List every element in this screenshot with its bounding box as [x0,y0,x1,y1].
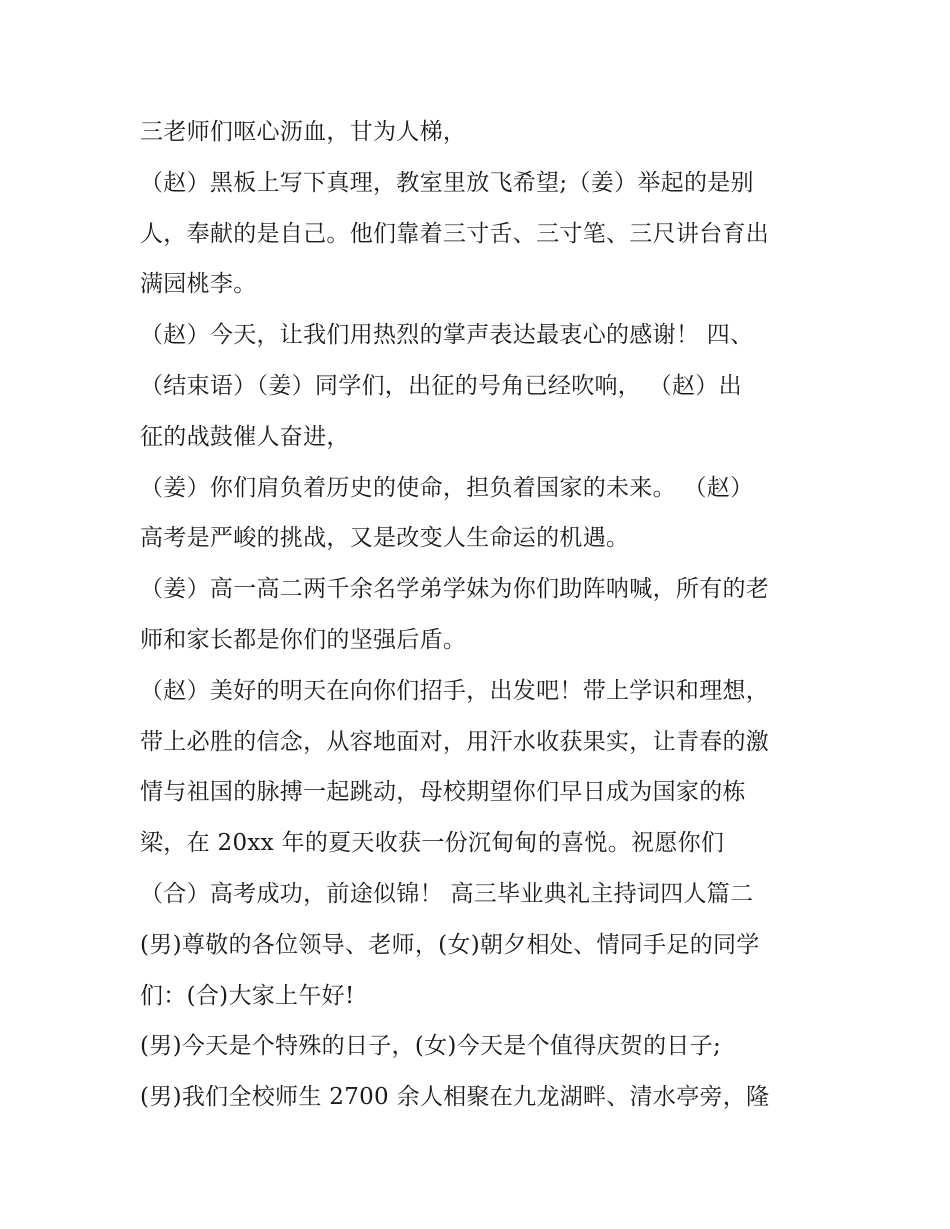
text-line: (男)尊敬的各位领导、老师，(女)朝夕相处、情同手足的同学 [140,931,760,958]
text-line: （姜）高一高二两千余名学弟学妹为你们助阵呐喊，所有的老 [140,576,770,603]
text-line: 征的战鼓催人奋进， [140,423,350,450]
text-line: 情与祖国的脉搏一起跳动，母校期望你们早日成为国家的栋 [140,779,746,806]
text-line: 高考是严峻的挑战，又是改变人生命运的机遇。 [140,525,630,552]
text-line: （结束语）（姜）同学们，出征的号角已经吹响， （赵）出 [140,372,742,399]
text-line: （赵）美好的明天在向你们招手，出发吧！带上学识和理想， [140,677,770,704]
text-line: 人，奉献的是自己。他们靠着三寸舌、三寸笔、三尺讲台育出 [140,220,770,247]
text-line: （合）高考成功，前途似锦！ 高三毕业典礼主持词四人篇二 [140,880,754,907]
text-line: 师和家长都是你们的坚强后盾。 [140,626,467,653]
text-line: 带上必胜的信念，从容地面对，用汗水收获果实，让青春的激 [140,728,770,755]
text-line: （赵）今天，让我们用热烈的掌声表达最衷心的感谢！ 四、 [140,322,754,349]
text-line: (男)今天是个特殊的日子，(女)今天是个值得庆贺的日子; [140,1033,722,1060]
document-body [140,107,840,1123]
text-line: （赵）黑板上写下真理，教室里放飞希望;（姜）举起的是别 [140,169,754,196]
text-line: 们：(合)大家上午好! [140,982,355,1009]
text-line: 梁，在 20xx 年的夏天收获一份沉甸甸的喜悦。祝愿你们 [140,830,725,857]
text-line: 三老师们呕心沥血，甘为人梯， [140,119,467,145]
text-line: 满园桃李。 [140,271,257,298]
text-line: (男)我们全校师生 2700 余人相聚在九龙湖畔、清水亭旁，隆 [140,1084,770,1111]
text-line: （姜）你们肩负着历史的使命，担负着国家的未来。 （赵） [140,474,754,501]
